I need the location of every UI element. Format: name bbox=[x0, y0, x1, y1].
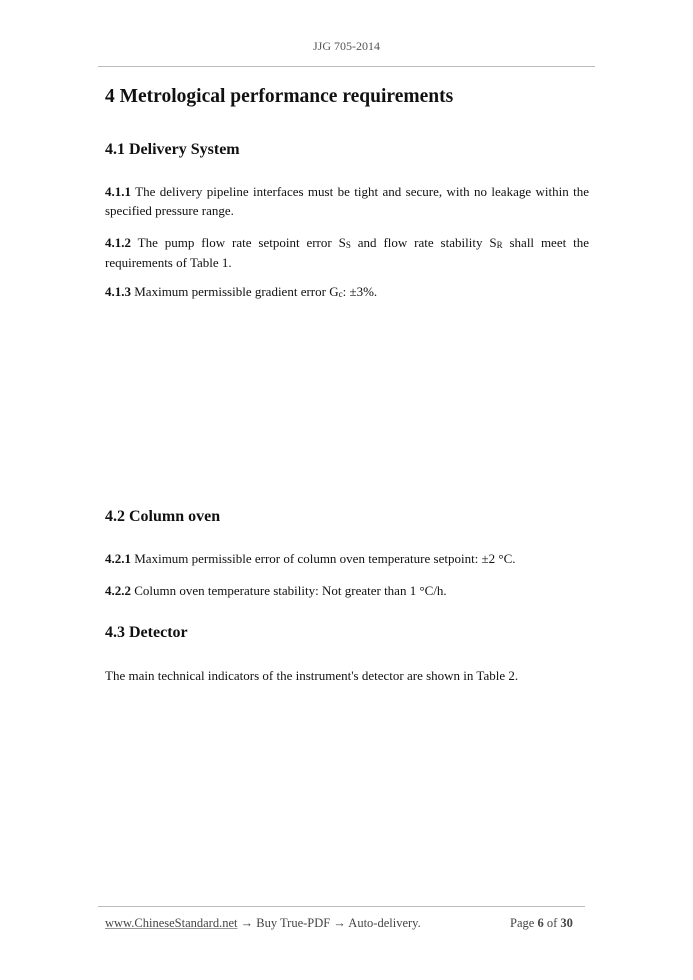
clause-4-2-2 bbox=[105, 582, 589, 601]
section-title: 4 Metrological performance requirements bbox=[105, 86, 454, 107]
footer-promo-text: → Buy True-PDF → Auto-delivery. bbox=[237, 916, 421, 930]
total-pages: 30 bbox=[560, 916, 573, 930]
clause-text: and flow rate stability S bbox=[350, 235, 497, 250]
subsection-title-4-1: 4.1 Delivery System bbox=[105, 141, 240, 158]
header-divider bbox=[98, 66, 595, 67]
of-label: of bbox=[543, 916, 561, 930]
clause-text: shall meet the requirements of Table 1. bbox=[105, 235, 589, 270]
footer-divider bbox=[98, 906, 585, 907]
clause-4-2-1 bbox=[105, 550, 589, 569]
website-link[interactable]: www.ChineseStandard.net bbox=[105, 916, 238, 930]
subscript: R bbox=[496, 240, 503, 250]
page-label: Page bbox=[510, 916, 538, 930]
clause-text: : ±3%. bbox=[342, 284, 378, 299]
page-number bbox=[510, 916, 573, 931]
running-header: JJG 705-2014 bbox=[312, 39, 380, 53]
clause-number: 4.1.1 bbox=[105, 184, 131, 199]
clause-number: 4.2.1 bbox=[105, 551, 131, 566]
clause-4-1-2 bbox=[105, 234, 589, 272]
clause-number: 4.1.2 bbox=[105, 235, 131, 250]
clause-4-1-1 bbox=[105, 183, 589, 220]
detector-paragraph: The main technical indicators of the instrument's detector are shown in Table 2. bbox=[105, 668, 519, 683]
subscript: S bbox=[345, 240, 351, 250]
subsection-title-4-2: 4.2 Column oven bbox=[105, 508, 221, 525]
subsection-title-4-3: 4.3 Detector bbox=[105, 624, 188, 641]
current-page: 6 bbox=[537, 916, 544, 930]
subscript: c bbox=[338, 289, 343, 299]
clause-text: Maximum permissible error of column oven temperature setpoint: ±2 °C. bbox=[131, 551, 516, 566]
clause-text: Column oven temperature stability: Not greater than 1 °C/h. bbox=[131, 583, 447, 598]
clause-number: 4.2.2 bbox=[105, 583, 131, 598]
clause-text: The delivery pipeline interfaces must be tight and secure, with no leakage within the specified pressure range. bbox=[105, 184, 589, 218]
clause-text: Maximum permissible gradient error G bbox=[131, 284, 339, 299]
clause-number: 4.1.3 bbox=[105, 284, 131, 299]
clause-4-1-3 bbox=[105, 283, 589, 303]
clause-text: The pump flow rate setpoint error S bbox=[131, 235, 346, 250]
footer-promo bbox=[105, 916, 421, 931]
